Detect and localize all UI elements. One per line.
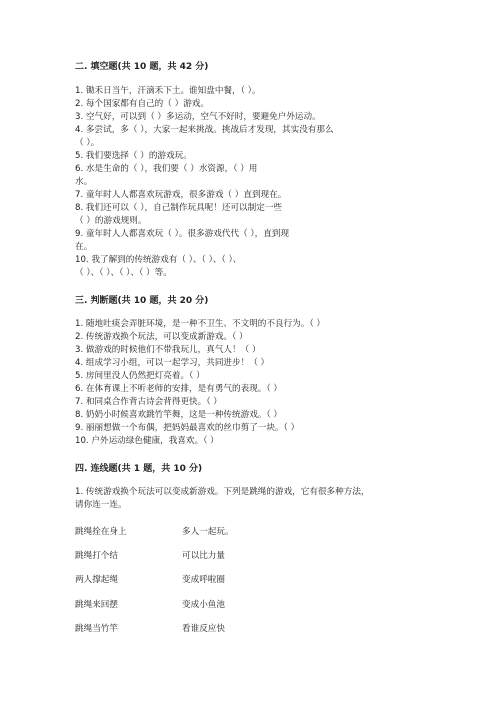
fill-blank-line: 1. 锄禾日当午，汗滴禾下土。谁知盘中餐，（ ）。: [75, 86, 261, 96]
true-false-line: 9. 丽丽想做一个布偶，把妈妈最喜欢的丝巾剪了一块。（ ）: [75, 423, 300, 433]
matching-left-item: 跳绳拴在身上: [75, 527, 127, 537]
true-false-heading: 三. 判断题(共 10 题，共 20 分): [75, 296, 209, 306]
fill-blank-line: （ ）的游戏规则。: [75, 216, 147, 226]
fill-blank-line: 6. 水是生命的（ ），我们要（ ）水资源，（ ）用: [75, 164, 258, 174]
fill-blank-line: 水。: [75, 177, 93, 187]
true-false-line: 2. 传统游戏换个玩法，可以变成新游戏。（ ）: [75, 332, 248, 342]
matching-right-item: 多人一起玩。: [182, 527, 234, 537]
matching-left-item: 跳绳当竹竿: [75, 624, 118, 634]
true-false-line: 5. 房间里没人仍然把灯亮着。（ ）: [75, 371, 205, 381]
true-false-line: 7. 和同桌合作背古诗会背得更快。（ ）: [75, 397, 222, 407]
matching-right-item: 变成呼啦圈: [182, 575, 225, 585]
matching-right-item: 可以比力量: [182, 551, 225, 561]
fill-blank-line: 3. 空气好，可以到（ ）多运动，空气不好时，要避免户外运动。: [75, 112, 321, 122]
true-false-line: 3. 做游戏的时候他们不带我玩儿，真气人！（ ）: [75, 345, 261, 355]
true-false-line: 8. 奶奶小时候喜欢跳竹竿舞，这是一种传统游戏。（ ）: [75, 410, 283, 420]
matching-intro-line: 请你连一连。: [75, 500, 127, 510]
fill-blank-line: （ ）、（ ）、（ ）、（ ）等。: [75, 268, 172, 278]
fill-blank-line: 8. 我们还可以（ ），自己制作玩具呢！还可以制定一些: [75, 203, 283, 213]
fill-blank-line: 10. 我了解到的传统游戏有（ ）、（ ）、（ ）、: [75, 255, 242, 265]
fill-blank-line: 5. 我们要选择（ ）的游戏玩。: [75, 151, 192, 161]
matching-left-item: 两人撑起绳: [75, 575, 118, 585]
fill-blank-line: 在。: [75, 242, 93, 252]
fill-blank-line: 4. 多尝试，多（ ），大家一起来挑战。挑战后才发现，其实没有那么: [75, 125, 334, 135]
true-false-line: 10. 户外运动绿色健康，我喜欢。（ ）: [75, 436, 219, 446]
fill-blank-line: 7. 童年时人人都喜欢玩游戏，很多游戏（ ）直到现在。: [75, 190, 287, 200]
fill-blank-heading: 二. 填空题(共 10 题，共 42 分): [75, 62, 209, 72]
true-false-line: 4. 组成学习小组，可以一起学习，共同进步！（ ）: [75, 358, 270, 368]
fill-blank-line: 9. 童年时人人都喜欢玩（ ）。很多游戏代代（ ），直到现: [75, 229, 290, 239]
fill-blank-line: （ ）。: [75, 138, 100, 148]
matching-left-item: 跳绳来回摆: [75, 600, 118, 610]
matching-right-item: 看谁反应快: [182, 624, 225, 634]
matching-left-item: 跳绳打个结: [75, 551, 118, 561]
matching-right-item: 变成小鱼池: [182, 600, 225, 610]
matching-intro-line: 1. 传统游戏换个玩法可以变成新游戏。下列是跳绳的游戏，它有很多种方法，: [75, 487, 370, 497]
matching-heading: 四. 连线题(共 1 题，共 10 分): [75, 464, 203, 474]
true-false-line: 1. 随地吐痰会弄脏环境，是一种不卫生、不文明的不良行为。（ ）: [75, 319, 325, 329]
true-false-line: 6. 在体育课上不听老师的安排，是有勇气的表现。（ ）: [75, 384, 283, 394]
fill-blank-line: 2. 每个国家都有自己的（ ）游戏。: [75, 99, 209, 109]
